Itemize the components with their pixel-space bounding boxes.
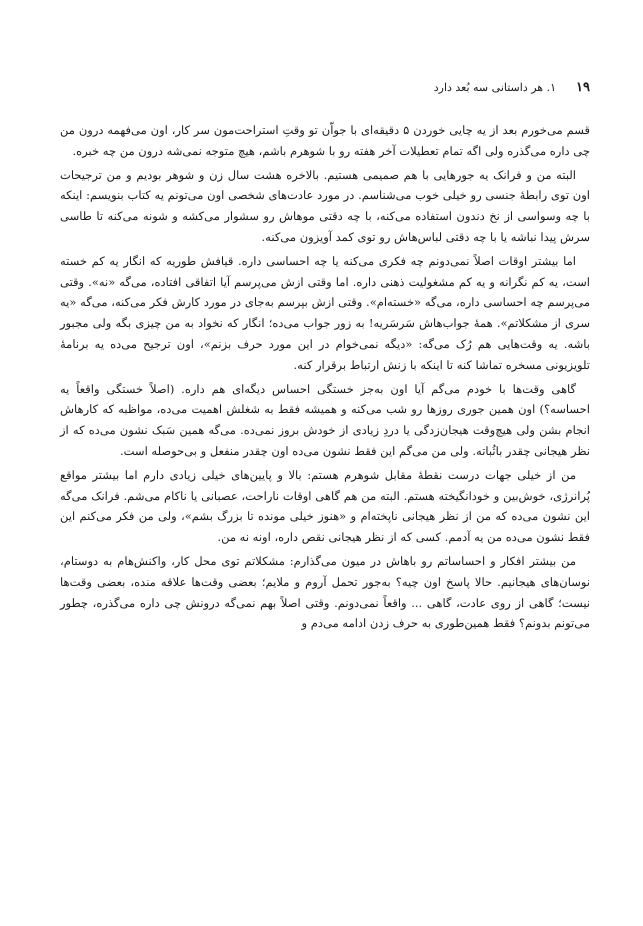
paragraph: قسم می‌خورم بعد از یه چایی خوردن ۵ دقیقه‌ای با جواّن تو وقتِ استراحت‌مون سر کار، اون می‌فهمه درون من چی داره می‌گذره ولی اگه تمام تعطیلات آخر هفته رو با شوهرم باشم، هیچ متوجه نمی‌شه درون من چه خبره. <box>60 123 590 158</box>
page-number: ۱۹ <box>576 80 590 95</box>
paragraph: البته من و فرانک یه جورهایی با هم صمیمی هستیم. بالاخره هشت سال زن و شوهر بودیم و من ترجیحات اون توی رابطهٔ جنسی رو خیلی خوب می‌شناسم. در مورد عادت‌های شخصی اون می‌تونم یه کتاب بنویسم: اینکه با چه وسواسی از نخ دندون استفاده می‌کنه، با چه دقتی موهاش رو سشوار می‌کشه و شونه می‌کنه تا طاسی سرش پیدا نباشه یا با چه دقتی لباس‌هاش رو توی کمد آویزون می‌کنه. <box>60 167 590 244</box>
body-text <box>60 120 590 637</box>
paragraph: من از خیلی جهات درست نقطهٔ مقابل شوهرم هستم: بالا و پایین‌های خیلی زیادی دارم اما بیشتر مواقع پُرانرژی، خوش‌بین و خودانگیخته هستم. البته من هم گاهی اوقات ناراحت، عصبانی یا ناکام می‌شم. فرانک می‌گه این نشون می‌ده که من از نظر هیجانی ناپخته‌ام و «هنوز خیلی مونده تا بزرگ بشم»، ولی من فکر می‌کنم این فقط نشون می‌ده من یه آدمم. کسی که از نظر هیجانی نقص داره، اونه نه من. <box>60 467 590 545</box>
paragraph: من بیشتر افکار و احساساتم رو باهاش در میون می‌گذارم: مشکلاتم توی محل کار، واکنش‌هام به دوستام، نوسان‌های هیجانیم. حالا پاسخ اون چیه؟ به‌جور تحمل آروم و ملایم؛ بعضی وقت‌ها علاقه منده، بعضی وقت‌ها نیست؛ گاهی از روی عادت، گاهی ... واقعاً نمی‌دونم. وقتی اصلاً بهم نمی‌گه درونش چی داره می‌گذره، چطور می‌تونم بدونم؟ فقط همین‌طوری به حرف زدن ادامه می‌دم و <box>60 553 590 631</box>
paragraph: گاهی وقت‌ها با خودم می‌گم آیا اون به‌جز خستگی احساس دیگه‌ای هم داره. (اصلاً خستگی واقعاً یه احساسه؟) اون همین جوری روزها رو شب می‌کنه و همیشه فقط به شغلش اهمیت می‌ده، مواظبه که کارهاش انجام بشن ولی هیچ‌وقت هیجان‌زدگی یا دردِ زیادی از خودش بروز نمی‌ده. می‌گه همین سَبک نشون می‌ده که از نظر هیجانی چقدر باثُباته. ولی من می‌گم این فقط نشون می‌ده اون چقدر منفعل و بی‌حوصله است. <box>60 381 590 458</box>
paragraph: اما بیشتر اوقات اصلاً نمی‌دونم چه فکری می‌کنه یا چه احساسی داره. قیافش طوریه که انگار یه کم خسته است، یه کم نگرانه و یه کم مشغولیت ذهنی داره. اما وقتی ازش می‌پرسم آیا اتفاقی افتاده، می‌گه «نه». وقتی می‌پرسم چه احساسی داره، می‌گه «خسته‌ام». وقتی ازش بپرسم به‌جای در مورد کارش فکر می‌کنه، می‌گه «یه سری از مشکلاتم». همهٔ جواب‌هاش سَرسَریه! به زور جواب می‌ده؛ انگار که نخواد به من چیزی بگه ولی مجبور باشه. یه وقت‌هایی هم رُک می‌گه: «دیگه نمی‌خوام در این مورد حرف بزنم»، اون ترجیح می‌ده یه برنامهٔ تلویزیونی مسخره تماشا کنه تا اینکه با زنش ارتباط برقرار کنه. <box>60 253 590 372</box>
page-header <box>60 80 590 100</box>
running-title: ۱. هر داستانی سه بُعد دارد <box>433 81 556 94</box>
